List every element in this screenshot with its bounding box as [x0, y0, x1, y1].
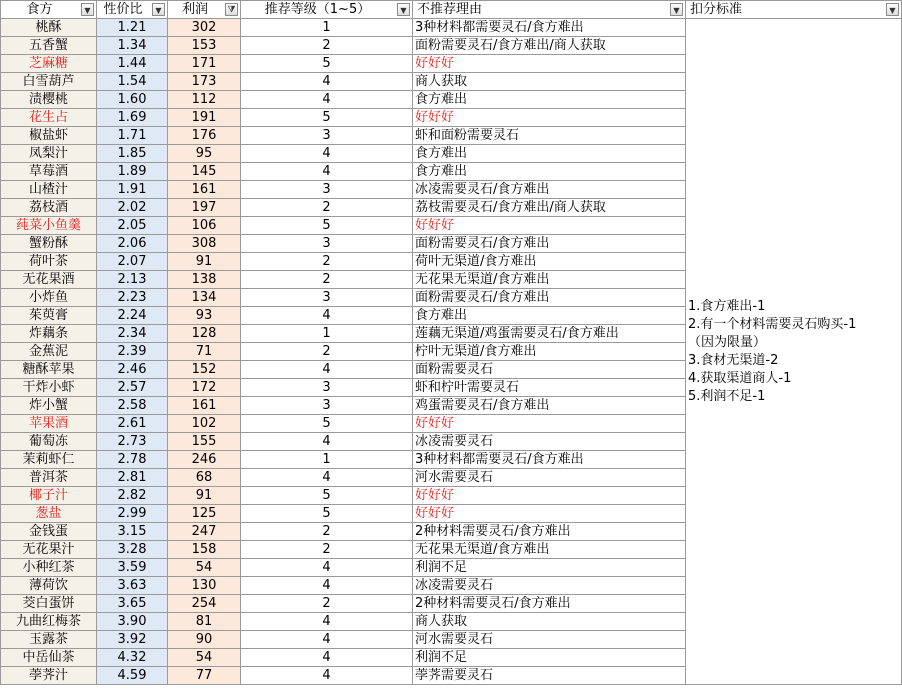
- cell-ratio[interactable]: 1.54: [97, 73, 168, 91]
- cell-profit[interactable]: 153: [168, 37, 241, 55]
- cell-profit[interactable]: 106: [168, 217, 241, 235]
- cell-name[interactable]: 凤梨汁: [1, 145, 97, 163]
- cell-level[interactable]: 4: [241, 73, 413, 91]
- cell-name[interactable]: 葡萄冻: [1, 433, 97, 451]
- cell-level[interactable]: 5: [241, 217, 413, 235]
- cell-level[interactable]: 1: [241, 19, 413, 37]
- cell-reason[interactable]: 食方难出: [413, 307, 686, 325]
- header-label: 利润: [181, 2, 208, 17]
- cell-ratio[interactable]: 2.58: [97, 397, 168, 415]
- cell-level[interactable]: 5: [241, 415, 413, 433]
- cell-profit[interactable]: 155: [168, 433, 241, 451]
- cell-name[interactable]: 茭白蛋饼: [1, 595, 97, 613]
- cell-level[interactable]: 5: [241, 55, 413, 73]
- cell-ratio[interactable]: 2.02: [97, 199, 168, 217]
- cell-reason[interactable]: 鸡蛋需要灵石/食方难出: [413, 397, 686, 415]
- cell-profit[interactable]: 54: [168, 649, 241, 667]
- cell-level[interactable]: 2: [241, 271, 413, 289]
- cell-level[interactable]: 4: [241, 307, 413, 325]
- cell-profit[interactable]: 81: [168, 613, 241, 631]
- cell-reason[interactable]: 虾和面粉需要灵石: [413, 127, 686, 145]
- cell-reason[interactable]: 利润不足: [413, 559, 686, 577]
- header-label: 性价比: [103, 2, 143, 17]
- cell-level[interactable]: 4: [241, 145, 413, 163]
- cell-level[interactable]: 4: [241, 613, 413, 631]
- cell-level[interactable]: 4: [241, 91, 413, 109]
- cell-name[interactable]: 金钱蛋: [1, 523, 97, 541]
- cell-ratio[interactable]: 2.46: [97, 361, 168, 379]
- cell-reason[interactable]: 荸荠需要灵石: [413, 667, 686, 685]
- cell-profit[interactable]: 138: [168, 271, 241, 289]
- cell-level[interactable]: 4: [241, 649, 413, 667]
- cell-reason[interactable]: 荔枝需要灵石/食方难出/商人获取: [413, 199, 686, 217]
- header-row: [1, 1, 902, 19]
- cell-level[interactable]: 2: [241, 199, 413, 217]
- cell-ratio[interactable]: 2.23: [97, 289, 168, 307]
- filter-dropdown-icon[interactable]: ▼: [886, 3, 899, 16]
- cell-level[interactable]: 5: [241, 109, 413, 127]
- cell-reason[interactable]: 莲藕无渠道/鸡蛋需要灵石/食方难出: [413, 325, 686, 343]
- cell-ratio[interactable]: 2.24: [97, 307, 168, 325]
- cell-reason[interactable]: 2种材料需要灵石/食方难出: [413, 523, 686, 541]
- cell-ratio[interactable]: 3.28: [97, 541, 168, 559]
- cell-profit[interactable]: 54: [168, 559, 241, 577]
- cell-profit[interactable]: 90: [168, 631, 241, 649]
- cell-level[interactable]: 2: [241, 541, 413, 559]
- cell-ratio[interactable]: 2.81: [97, 469, 168, 487]
- cell-profit[interactable]: 77: [168, 667, 241, 685]
- cell-ratio[interactable]: 2.61: [97, 415, 168, 433]
- cell-profit[interactable]: 112: [168, 91, 241, 109]
- header-label: 食方: [26, 2, 53, 17]
- cell-profit[interactable]: 91: [168, 253, 241, 271]
- cell-ratio[interactable]: 2.78: [97, 451, 168, 469]
- header-label: 不推荐理由: [417, 2, 483, 17]
- cell-name[interactable]: 小炸鱼: [1, 289, 97, 307]
- cell-profit[interactable]: 254: [168, 595, 241, 613]
- cell-profit[interactable]: 134: [168, 289, 241, 307]
- table-row: [1, 19, 902, 37]
- cell-profit[interactable]: 145: [168, 163, 241, 181]
- filter-dropdown-icon[interactable]: ▼: [152, 3, 165, 16]
- cell-reason[interactable]: 好好好: [413, 415, 686, 433]
- cell-reason[interactable]: 面粉需要灵石/食方难出/商人获取: [413, 37, 686, 55]
- cell-name[interactable]: 薄荷饮: [1, 577, 97, 595]
- filter-active-icon[interactable]: ⧩: [225, 3, 238, 16]
- cell-name[interactable]: 桃酥: [1, 19, 97, 37]
- cell-reason[interactable]: 3种材料都需要灵石/食方难出: [413, 451, 686, 469]
- cell-profit[interactable]: 152: [168, 361, 241, 379]
- cell-name[interactable]: 金蕉泥: [1, 343, 97, 361]
- cell-ratio[interactable]: 2.82: [97, 487, 168, 505]
- cell-name[interactable]: 玉露茶: [1, 631, 97, 649]
- cell-reason[interactable]: 商人获取: [413, 613, 686, 631]
- cell-name[interactable]: 芝麻糖: [1, 55, 97, 73]
- cell-name[interactable]: 花生占: [1, 109, 97, 127]
- cell-name[interactable]: 椰子汁: [1, 487, 97, 505]
- cell-ratio[interactable]: 4.32: [97, 649, 168, 667]
- cell-profit[interactable]: 93: [168, 307, 241, 325]
- cell-ratio[interactable]: 1.89: [97, 163, 168, 181]
- cell-ratio[interactable]: 3.92: [97, 631, 168, 649]
- cell-name[interactable]: 白雪葫芦: [1, 73, 97, 91]
- cell-level[interactable]: 4: [241, 361, 413, 379]
- cell-level[interactable]: 2: [241, 595, 413, 613]
- cell-level[interactable]: 2: [241, 253, 413, 271]
- cell-profit[interactable]: 158: [168, 541, 241, 559]
- cell-reason[interactable]: 面粉需要灵石/食方难出: [413, 289, 686, 307]
- header-criteria: [686, 1, 902, 19]
- cell-name[interactable]: 莼菜小鱼羹: [1, 217, 97, 235]
- cell-reason[interactable]: 冰凌需要灵石: [413, 577, 686, 595]
- cell-ratio[interactable]: 1.91: [97, 181, 168, 199]
- header-profit: [168, 1, 241, 19]
- cell-name[interactable]: 蟹粉酥: [1, 235, 97, 253]
- cell-ratio[interactable]: 1.44: [97, 55, 168, 73]
- table-body: [1, 19, 902, 685]
- cell-name[interactable]: 炸藕条: [1, 325, 97, 343]
- cell-reason[interactable]: 面粉需要灵石: [413, 361, 686, 379]
- cell-name[interactable]: 九曲红梅茶: [1, 613, 97, 631]
- cell-reason[interactable]: 河水需要灵石: [413, 469, 686, 487]
- filter-dropdown-icon[interactable]: ▼: [397, 3, 410, 16]
- cell-reason[interactable]: 荷叶无渠道/食方难出: [413, 253, 686, 271]
- cell-profit[interactable]: 102: [168, 415, 241, 433]
- cell-name[interactable]: 葱盐: [1, 505, 97, 523]
- cell-level[interactable]: 2: [241, 523, 413, 541]
- header-level: [241, 1, 413, 19]
- header-label: 扣分标准: [690, 2, 743, 17]
- cell-profit[interactable]: 302: [168, 19, 241, 37]
- cell-reason[interactable]: 冰凌需要灵石: [413, 433, 686, 451]
- cell-name[interactable]: 草莓酒: [1, 163, 97, 181]
- cell-ratio[interactable]: 4.59: [97, 667, 168, 685]
- cell-ratio[interactable]: 1.69: [97, 109, 168, 127]
- cell-level[interactable]: 4: [241, 469, 413, 487]
- header-ratio: [97, 1, 168, 19]
- cell-profit[interactable]: 68: [168, 469, 241, 487]
- cell-profit[interactable]: 130: [168, 577, 241, 595]
- cell-profit[interactable]: 161: [168, 181, 241, 199]
- cell-reason[interactable]: 柠叶无渠道/食方难出: [413, 343, 686, 361]
- cell-name[interactable]: 苹果酒: [1, 415, 97, 433]
- filter-dropdown-icon[interactable]: ▼: [670, 3, 683, 16]
- filter-dropdown-icon[interactable]: ▼: [81, 3, 94, 16]
- cell-reason[interactable]: 好好好: [413, 217, 686, 235]
- cell-ratio[interactable]: 2.07: [97, 253, 168, 271]
- cell-reason[interactable]: 好好好: [413, 55, 686, 73]
- cell-level[interactable]: 4: [241, 667, 413, 685]
- cell-profit[interactable]: 176: [168, 127, 241, 145]
- cell-ratio[interactable]: 2.57: [97, 379, 168, 397]
- cell-reason[interactable]: 无花果无渠道/食方难出: [413, 271, 686, 289]
- header-label: 推荐等级（1~5）: [264, 2, 371, 17]
- cell-reason[interactable]: 利润不足: [413, 649, 686, 667]
- cell-level[interactable]: 3: [241, 379, 413, 397]
- cell-level[interactable]: 5: [241, 487, 413, 505]
- cell-level[interactable]: 3: [241, 397, 413, 415]
- cell-ratio[interactable]: 3.63: [97, 577, 168, 595]
- cell-profit[interactable]: 247: [168, 523, 241, 541]
- cell-level[interactable]: 4: [241, 433, 413, 451]
- criteria-note-line: 2.有一个材料需要灵石购买-1: [688, 316, 857, 332]
- cell-ratio[interactable]: 2.99: [97, 505, 168, 523]
- cell-profit[interactable]: 172: [168, 379, 241, 397]
- cell-profit[interactable]: 197: [168, 199, 241, 217]
- cell-profit[interactable]: 125: [168, 505, 241, 523]
- cell-profit[interactable]: 308: [168, 235, 241, 253]
- cell-name[interactable]: 椒盐虾: [1, 127, 97, 145]
- cell-ratio[interactable]: 1.85: [97, 145, 168, 163]
- cell-profit[interactable]: 128: [168, 325, 241, 343]
- cell-name[interactable]: 荷叶茶: [1, 253, 97, 271]
- cell-name[interactable]: 五香蟹: [1, 37, 97, 55]
- criteria-notes[interactable]: [686, 19, 902, 685]
- cell-ratio[interactable]: 2.39: [97, 343, 168, 361]
- cell-ratio[interactable]: 2.34: [97, 325, 168, 343]
- cell-name[interactable]: 炸小蟹: [1, 397, 97, 415]
- cell-profit[interactable]: 71: [168, 343, 241, 361]
- cell-ratio[interactable]: 1.21: [97, 19, 168, 37]
- cell-profit[interactable]: 95: [168, 145, 241, 163]
- criteria-note-line: 5.利润不足-1: [688, 388, 766, 404]
- cell-level[interactable]: 2: [241, 343, 413, 361]
- criteria-note-line: 1.食方难出-1: [688, 298, 766, 314]
- cell-reason[interactable]: 食方难出: [413, 163, 686, 181]
- cell-reason[interactable]: 食方难出: [413, 91, 686, 109]
- cell-ratio[interactable]: 1.34: [97, 37, 168, 55]
- cell-name[interactable]: 荔枝酒: [1, 199, 97, 217]
- cell-profit[interactable]: 246: [168, 451, 241, 469]
- cell-reason[interactable]: 好好好: [413, 109, 686, 127]
- cell-ratio[interactable]: 3.65: [97, 595, 168, 613]
- cell-level[interactable]: 2: [241, 37, 413, 55]
- cell-level[interactable]: 3: [241, 181, 413, 199]
- cell-ratio[interactable]: 2.73: [97, 433, 168, 451]
- cell-level[interactable]: 3: [241, 235, 413, 253]
- cell-profit[interactable]: 173: [168, 73, 241, 91]
- cell-reason[interactable]: 面粉需要灵石/食方难出: [413, 235, 686, 253]
- cell-level[interactable]: 3: [241, 127, 413, 145]
- criteria-note-line: 3.食材无渠道-2: [688, 352, 779, 368]
- cell-reason[interactable]: 好好好: [413, 505, 686, 523]
- cell-reason[interactable]: 河水需要灵石: [413, 631, 686, 649]
- cell-name[interactable]: 普洱茶: [1, 469, 97, 487]
- cell-name[interactable]: 无花果酒: [1, 271, 97, 289]
- cell-level[interactable]: 4: [241, 631, 413, 649]
- criteria-note-line: 4.获取渠道商人-1: [688, 370, 792, 386]
- cell-name[interactable]: 中岳仙茶: [1, 649, 97, 667]
- cell-level[interactable]: 1: [241, 451, 413, 469]
- cell-ratio[interactable]: 3.15: [97, 523, 168, 541]
- cell-reason[interactable]: 商人获取: [413, 73, 686, 91]
- cell-reason[interactable]: 好好好: [413, 487, 686, 505]
- cell-ratio[interactable]: 1.71: [97, 127, 168, 145]
- header-name: [1, 1, 97, 19]
- cell-level[interactable]: 1: [241, 325, 413, 343]
- cell-name[interactable]: 茱萸膏: [1, 307, 97, 325]
- cell-reason[interactable]: 无花果无渠道/食方难出: [413, 541, 686, 559]
- cell-profit[interactable]: 161: [168, 397, 241, 415]
- cell-name[interactable]: 荸荠汁: [1, 667, 97, 685]
- cell-name[interactable]: 糖酥苹果: [1, 361, 97, 379]
- cell-reason[interactable]: 2种材料需要灵石/食方难出: [413, 595, 686, 613]
- cell-reason[interactable]: 冰凌需要灵石/食方难出: [413, 181, 686, 199]
- cell-profit[interactable]: 91: [168, 487, 241, 505]
- cell-name[interactable]: 茉莉虾仁: [1, 451, 97, 469]
- cell-ratio[interactable]: 3.90: [97, 613, 168, 631]
- cell-reason[interactable]: 食方难出: [413, 145, 686, 163]
- cell-name[interactable]: 小种红茶: [1, 559, 97, 577]
- cell-name[interactable]: 干炸小虾: [1, 379, 97, 397]
- cell-ratio[interactable]: 3.59: [97, 559, 168, 577]
- cell-reason[interactable]: 3种材料都需要灵石/食方难出: [413, 19, 686, 37]
- cell-level[interactable]: 4: [241, 577, 413, 595]
- header-reason: [413, 1, 686, 19]
- criteria-note-line: （因为限量）: [688, 334, 767, 350]
- cell-profit[interactable]: 171: [168, 55, 241, 73]
- cell-ratio[interactable]: 2.05: [97, 217, 168, 235]
- cell-name[interactable]: 无花果汁: [1, 541, 97, 559]
- cell-ratio[interactable]: 2.13: [97, 271, 168, 289]
- cell-level[interactable]: 3: [241, 289, 413, 307]
- cell-ratio[interactable]: 2.06: [97, 235, 168, 253]
- cell-level[interactable]: 5: [241, 505, 413, 523]
- cell-ratio[interactable]: 1.60: [97, 91, 168, 109]
- cell-reason[interactable]: 虾和柠叶需要灵石: [413, 379, 686, 397]
- cell-level[interactable]: 4: [241, 163, 413, 181]
- cell-profit[interactable]: 191: [168, 109, 241, 127]
- cell-name[interactable]: 渍樱桃: [1, 91, 97, 109]
- cell-level[interactable]: 4: [241, 559, 413, 577]
- cell-name[interactable]: 山楂汁: [1, 181, 97, 199]
